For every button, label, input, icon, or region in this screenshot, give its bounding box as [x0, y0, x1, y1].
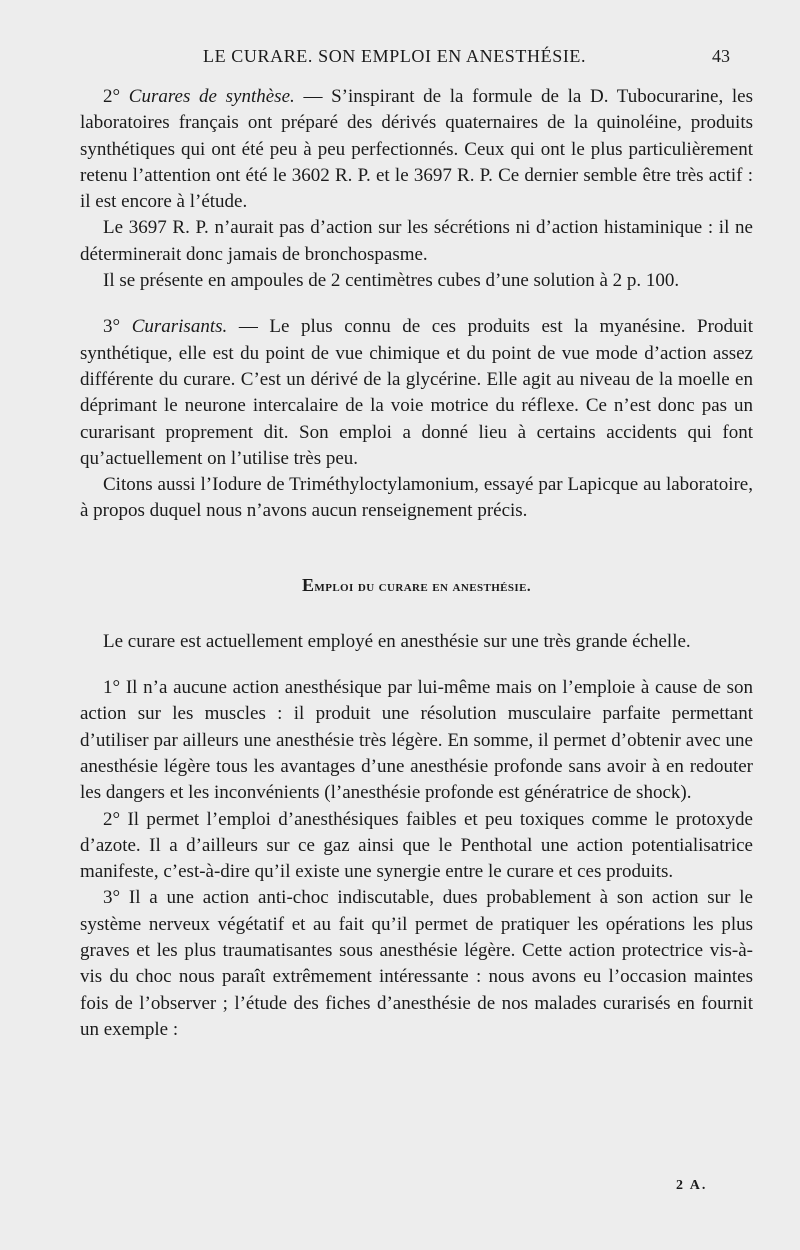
- paragraph-curarisants: [80, 314, 753, 472]
- section-heading-initial: E: [302, 574, 315, 595]
- running-title: LE CURARE. SON EMPLOI EN ANESTHÉSIE.: [203, 46, 587, 66]
- paragraph-emploi-intro: Le curare est actuellement employé en anesthésie sur une très grande échelle.: [103, 630, 691, 652]
- page-number: 43: [712, 46, 730, 66]
- paragraph-label: 3°: [103, 316, 132, 338]
- paragraph-text: — S’inspirant de la formule de la D. Tubocurarine, les laboratoires français ont préparé des dérivés quaternaires de la quinoléine, produits synthétiques qui ont été peu à peu perfectionnés. Ceux qui ont le plus particulièrement retenu l’attention ont été le 3602 R. P. et le 3697 R. P. Ce dernier semble être très actif : il est encore à l’étude.: [80, 86, 753, 213]
- paragraph-point-1: 1° Il n’a aucune action anesthésique par lui-même mais on l’emploie à cause de son action sur les muscles : il produit une résolution musculaire parfaite permettant d’utiliser par ailleurs une anesthésie très légère. En somme, il permet d’obtenir avec une anesthésie légère tous les avantages d’une anesthésie profonde sans avoir à en redouter les dangers et les inconvénients (l’anesthésie profonde est génératrice de shock).: [80, 677, 753, 804]
- paragraph-label: 2°: [103, 86, 129, 107]
- paragraph-point-3: 3° Il a une action anti-choc indiscutable, dues probablement à son action sur le système nerveux végétatif et au fait qu’il permet de pratiquer les opérations les plus graves et les plus traumatisantes sous anesthésie légère. Cette action protectrice vis-à-vis du choc nous paraît extrêmement intéressante : nous avons eu l’occasion maintes fois de l’observer ; l’étude des fiches d’anesthésie de nos malades curarisés en fournit un exemple :: [80, 887, 753, 1040]
- section-heading: [80, 575, 753, 596]
- paragraph-text: — Le plus connu de ces produits est la myanésine. Produit synthétique, elle est du point de vue chimique et du point de vue mode d’action assez différente du curare. C’est un dérivé de la glycérine. Elle agit au niveau de la moelle en déprimant le neurone intercalaire de la voie motrice du réflexe. Ce n’est donc pas un curarisant proprement dit. Son emploi a donné lieu à certains accidents qui font qu’actuellement on l’utilise très peu.: [80, 316, 753, 469]
- paragraph-point-2: 2° Il permet l’emploi d’anesthésiques faibles et peu toxiques comme le protoxyde d’azote. Il a d’ailleurs sur ce gaz ainsi que le Penthotal une action potentialisatrice manifeste, c’est-à-dire qu’il existe une synergie entre le curare et ces produits.: [80, 808, 753, 883]
- paragraph-italic-heading: Curares de synthèse.: [128, 86, 295, 107]
- paragraph-3697-rp: Le 3697 R. P. n’aurait pas d’action sur les sécrétions ni d’action histaminique : il ne déterminerait donc jamais de bronchospasme.: [80, 217, 753, 265]
- running-header: [0, 46, 800, 70]
- paragraph-ampoules: Il se présente en ampoules de 2 centimètres cubes d’une solution à 2 p. 100.: [103, 270, 680, 292]
- paragraph-curares-de-synthese: [80, 84, 753, 215]
- section-heading-text: mploi du curare en anesthésie.: [314, 578, 531, 595]
- paragraph-iodure: Citons aussi l’Iodure de Triméthyloctylamonium, essayé par Lapicque au laboratoire, à propos duquel nous n’avons aucun renseignement précis.: [80, 474, 753, 522]
- printer-signature-mark: 2 A.: [676, 1178, 708, 1193]
- paragraph-italic-heading: Curarisants.: [131, 316, 228, 338]
- body-text: [80, 84, 753, 1043]
